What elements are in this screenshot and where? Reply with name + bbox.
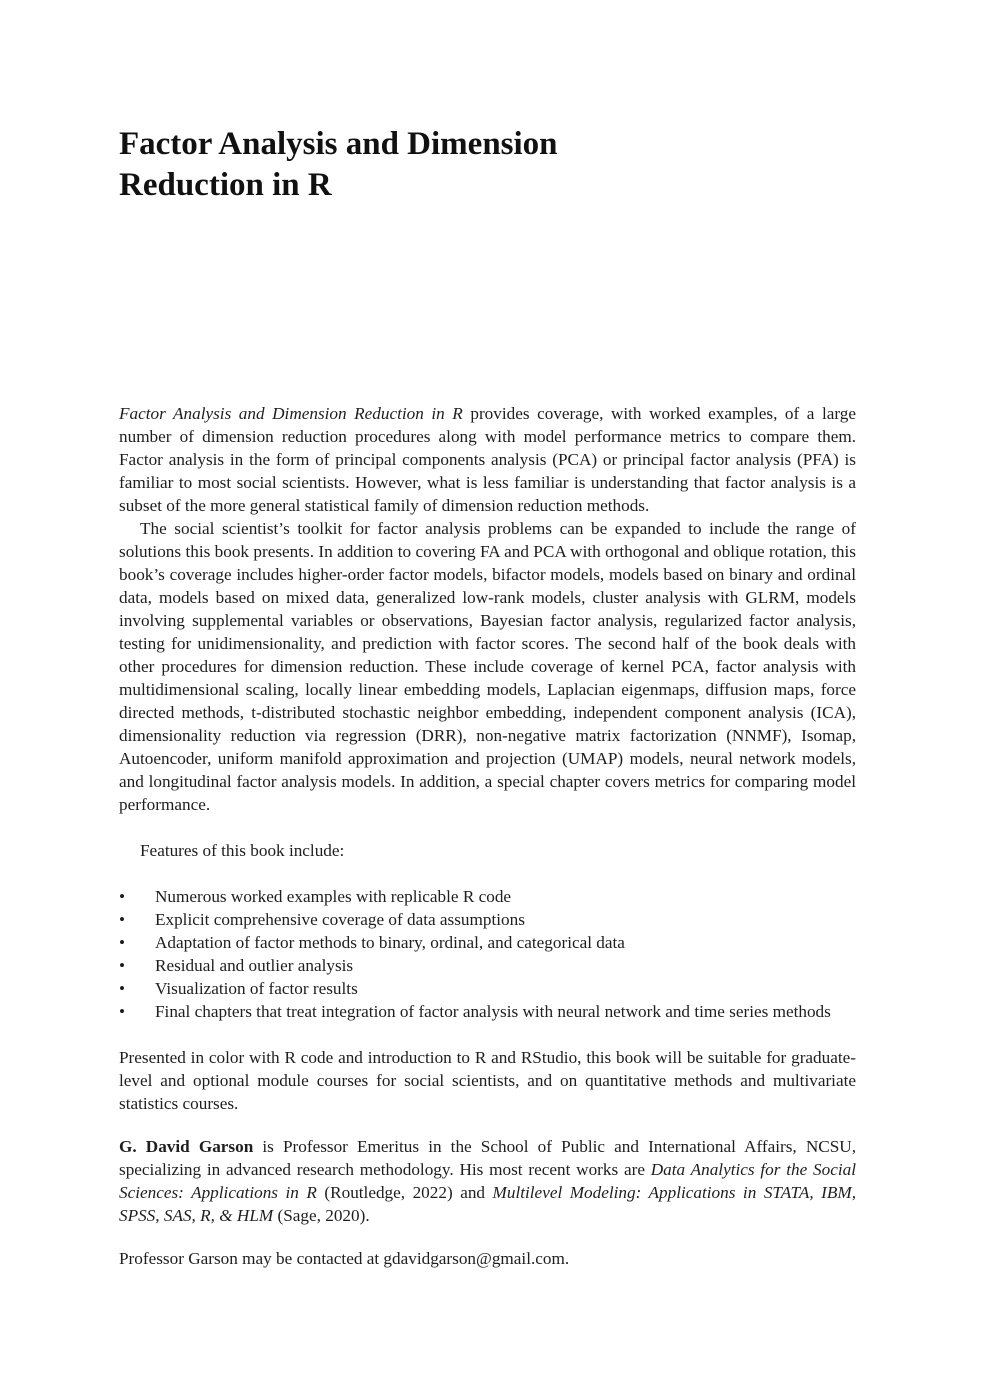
feature-item: [119, 977, 856, 1000]
feature-text: Numerous worked examples with replicable R code: [155, 887, 512, 906]
feature-text: Residual and outlier analysis: [155, 956, 354, 975]
bullet-icon: •: [119, 887, 126, 906]
author-bio: [119, 1135, 856, 1227]
feature-item: [119, 1000, 856, 1023]
contact-line: Professor Garson may be contacted at gdavidgarson@gmail.com.: [119, 1249, 570, 1268]
features-list: [119, 885, 856, 1023]
closing-paragraph: Presented in color with R code and introduction to R and RStudio, this book will be suitable for graduate-level and optional module courses for social scientists, and on quantitative methods and multivariate statistics courses.: [119, 1048, 856, 1113]
feature-text: Visualization of factor results: [155, 979, 358, 998]
feature-item: [119, 908, 856, 931]
book-title-line-2: Reduction in R: [119, 167, 332, 203]
bullet-icon: •: [119, 956, 126, 975]
bio-text-3: (Sage, 2020).: [273, 1206, 370, 1225]
intro-text: provides coverage, with worked examples, of a large number of dimension reduction procedures along with model performance metrics to compare them. Factor analysis in the form of principal components analysis (PCA) or principal factor analysis (PFA) is familiar to most social scientists. However, what is less familiar is understanding that factor analysis is a subset of the more general statistical family of dimension reduction methods.: [119, 404, 856, 515]
feature-item: [119, 931, 856, 954]
feature-item: [119, 954, 856, 977]
book-title-line-1: Factor Analysis and Dimension: [119, 126, 558, 162]
feature-text: Explicit comprehensive coverage of data assumptions: [155, 910, 525, 929]
description-body: [119, 402, 856, 1270]
feature-text: Final chapters that treat integration of factor analysis with neural network and time series methods: [155, 1002, 831, 1021]
feature-text: Adaptation of factor methods to binary, ordinal, and categorical data: [155, 933, 625, 952]
bio-work-1: Data Analytics for the Social Sciences: Applications in R: [119, 1160, 856, 1202]
bullet-icon: •: [119, 910, 126, 929]
features-intro: Features of this book include:: [140, 841, 345, 860]
toolkit-paragraph: The social scientist’s toolkit for factor analysis problems can be expanded to include the range of solutions this book presents. In addition to covering FA and PCA with orthogonal and oblique rotation, this book’s coverage includes higher-order factor models, bifactor models, models based on binary and ordinal data, models based on mixed data, generalized low-rank models, cluster analysis with GLRM, models involving supplemental variables or observations, Bayesian factor analysis, regularized factor analysis, testing for unidimensionality, and prediction with factor scores. The second half of the book deals with other procedures for dimension reduction. These include coverage of kernel PCA, factor analysis with multidimensional scaling, locally linear embedding models, Laplacian eigenmaps, diffusion maps, force directed methods, t-distributed stochastic neighbor embedding, independent component analysis (ICA), dimensionality reduction via regression (DRR), non-negative matrix factorization (NNMF), Isomap, Autoencoder, uniform manifold approximation and projection (UMAP) models, neural network models, and longitudinal factor analysis models. In addition, a special chapter covers metrics for comparing model performance.: [119, 519, 856, 814]
book-title: [119, 124, 719, 206]
bullet-icon: •: [119, 1002, 126, 1021]
bullet-icon: •: [119, 979, 126, 998]
feature-item: [119, 885, 856, 908]
intro-paragraph: [119, 402, 856, 517]
intro-book-title: Factor Analysis and Dimension Reduction in R: [119, 404, 463, 423]
author-name: G. David Garson: [119, 1137, 254, 1156]
bio-work-2: Multilevel Modeling: Applications in STATA, IBM, SPSS, SAS, R, & HLM: [119, 1183, 856, 1225]
bio-text-2: (Routledge, 2022) and: [316, 1183, 493, 1202]
bio-text-1: is Professor Emeritus in the School of Public and International Affairs, NCSU, specializing in advanced research methodology. His most recent works are: [119, 1137, 856, 1179]
bullet-icon: •: [119, 933, 126, 952]
